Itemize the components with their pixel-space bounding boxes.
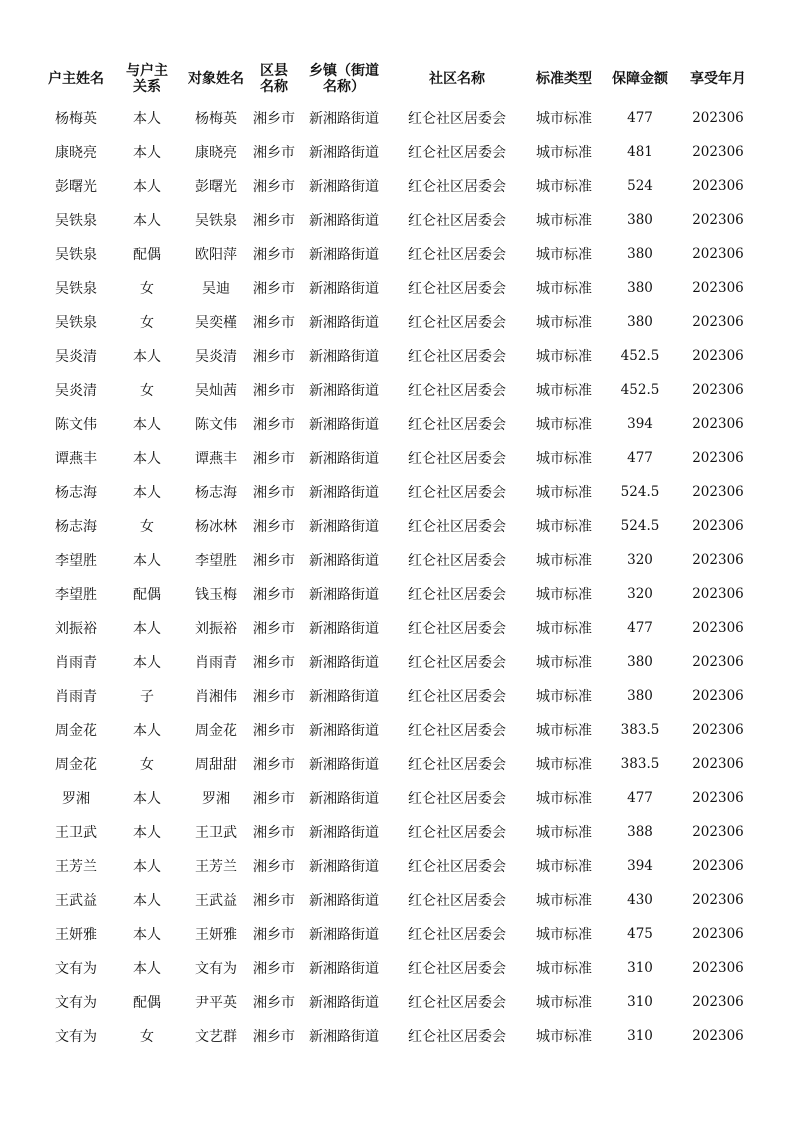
cell-recipient-name: 文有为 (195, 961, 237, 977)
cell-county: 湘乡市 (253, 247, 295, 263)
cell-standard-type: 城市标准 (536, 349, 592, 365)
cell-community: 红仑社区居委会 (408, 1029, 506, 1045)
cell-relation: 配偶 (133, 995, 161, 1011)
cell-county: 湘乡市 (253, 995, 295, 1011)
cell-county: 湘乡市 (253, 383, 295, 399)
cell-recipient-name: 陈文伟 (195, 417, 237, 433)
table-row (40, 407, 760, 441)
cell-amount: 380 (627, 246, 653, 262)
cell-standard-type: 城市标准 (536, 451, 592, 467)
cell-standard-type: 城市标准 (536, 417, 592, 433)
table-row (40, 781, 760, 815)
cell-recipient-name: 王武益 (195, 893, 237, 909)
cell-period: 202306 (692, 892, 744, 908)
cell-county: 湘乡市 (253, 213, 295, 229)
cell-recipient-name: 周甜甜 (195, 757, 237, 773)
cell-amount: 383.5 (620, 722, 660, 738)
cell-amount: 380 (627, 688, 653, 704)
table-row (40, 441, 760, 475)
cell-household-head: 吴铁泉 (55, 213, 97, 229)
cell-amount: 477 (627, 450, 653, 466)
cell-standard-type: 城市标准 (536, 315, 592, 331)
cell-town: 新湘路街道 (309, 723, 379, 739)
cell-town: 新湘路街道 (309, 145, 379, 161)
cell-relation: 配偶 (133, 587, 161, 603)
cell-period: 202306 (692, 586, 744, 602)
cell-amount: 477 (627, 620, 653, 636)
cell-county: 湘乡市 (253, 723, 295, 739)
cell-relation: 本人 (133, 961, 161, 977)
cell-relation: 本人 (133, 213, 161, 229)
cell-standard-type: 城市标准 (536, 1029, 592, 1045)
cell-household-head: 陈文伟 (55, 417, 97, 433)
table-row (40, 305, 760, 339)
cell-relation: 本人 (133, 893, 161, 909)
cell-recipient-name: 杨梅英 (195, 111, 237, 127)
cell-period: 202306 (692, 144, 744, 160)
cell-county: 湘乡市 (253, 689, 295, 705)
cell-standard-type: 城市标准 (536, 383, 592, 399)
table-row (40, 747, 760, 781)
cell-county: 湘乡市 (253, 825, 295, 841)
cell-relation: 配偶 (133, 247, 161, 263)
cell-community: 红仑社区居委会 (408, 961, 506, 977)
cell-county: 湘乡市 (253, 587, 295, 603)
cell-period: 202306 (692, 824, 744, 840)
cell-recipient-name: 彭曙光 (195, 179, 237, 195)
cell-recipient-name: 谭燕丰 (195, 451, 237, 467)
cell-community: 红仑社区居委会 (408, 179, 506, 195)
cell-community: 红仑社区居委会 (408, 315, 506, 331)
cell-relation: 本人 (133, 111, 161, 127)
cell-town: 新湘路街道 (309, 825, 379, 841)
cell-town: 新湘路街道 (309, 417, 379, 433)
cell-period: 202306 (692, 926, 744, 942)
table-row (40, 169, 760, 203)
cell-community: 红仑社区居委会 (408, 451, 506, 467)
cell-household-head: 吴炎清 (55, 383, 97, 399)
cell-town: 新湘路街道 (309, 791, 379, 807)
cell-amount: 524.5 (620, 518, 660, 534)
cell-amount: 452.5 (620, 382, 660, 398)
table-row (40, 611, 760, 645)
cell-community: 红仑社区居委会 (408, 383, 506, 399)
cell-town: 新湘路街道 (309, 587, 379, 603)
cell-period: 202306 (692, 790, 744, 806)
cell-town: 新湘路街道 (309, 553, 379, 569)
cell-county: 湘乡市 (253, 315, 295, 331)
cell-recipient-name: 欧阳萍 (195, 247, 237, 263)
cell-recipient-name: 王卫武 (195, 825, 237, 841)
cell-household-head: 周金花 (55, 723, 97, 739)
cell-household-head: 李望胜 (55, 587, 97, 603)
cell-period: 202306 (692, 960, 744, 976)
cell-period: 202306 (692, 620, 744, 636)
cell-amount: 388 (627, 824, 653, 840)
cell-community: 红仑社区居委会 (408, 927, 506, 943)
cell-town: 新湘路街道 (309, 757, 379, 773)
cell-county: 湘乡市 (253, 281, 295, 297)
table-row (40, 101, 760, 135)
cell-household-head: 王妍雅 (55, 927, 97, 943)
cell-community: 红仑社区居委会 (408, 689, 506, 705)
cell-community: 红仑社区居委会 (408, 519, 506, 535)
cell-standard-type: 城市标准 (536, 485, 592, 501)
cell-recipient-name: 杨冰林 (195, 519, 237, 535)
cell-recipient-name: 刘振裕 (195, 621, 237, 637)
cell-recipient-name: 文艺群 (195, 1029, 237, 1045)
cell-recipient-name: 周金花 (195, 723, 237, 739)
cell-period: 202306 (692, 722, 744, 738)
cell-community: 红仑社区居委会 (408, 995, 506, 1011)
header-county: 区县 名称 (260, 63, 288, 95)
cell-standard-type: 城市标准 (536, 893, 592, 909)
cell-household-head: 文有为 (55, 1029, 97, 1045)
cell-town: 新湘路街道 (309, 179, 379, 195)
cell-household-head: 罗湘 (62, 791, 90, 807)
cell-community: 红仑社区居委会 (408, 111, 506, 127)
cell-community: 红仑社区居委会 (408, 587, 506, 603)
cell-amount: 394 (627, 416, 653, 432)
header-town: 乡镇（街道 名称） (309, 63, 379, 95)
cell-period: 202306 (692, 1028, 744, 1044)
cell-household-head: 杨志海 (55, 519, 97, 535)
cell-county: 湘乡市 (253, 859, 295, 875)
table-row (40, 475, 760, 509)
table-row (40, 679, 760, 713)
cell-relation: 女 (140, 1029, 154, 1045)
cell-recipient-name: 吴炎清 (195, 349, 237, 365)
cell-period: 202306 (692, 110, 744, 126)
cell-town: 新湘路街道 (309, 315, 379, 331)
cell-town: 新湘路街道 (309, 689, 379, 705)
cell-amount: 310 (627, 994, 653, 1010)
cell-period: 202306 (692, 518, 744, 534)
cell-standard-type: 城市标准 (536, 859, 592, 875)
cell-standard-type: 城市标准 (536, 179, 592, 195)
table-row (40, 203, 760, 237)
cell-standard-type: 城市标准 (536, 791, 592, 807)
cell-amount: 310 (627, 1028, 653, 1044)
table-row (40, 951, 760, 985)
cell-town: 新湘路街道 (309, 1029, 379, 1045)
cell-relation: 女 (140, 281, 154, 297)
cell-standard-type: 城市标准 (536, 927, 592, 943)
cell-period: 202306 (692, 212, 744, 228)
cell-community: 红仑社区居委会 (408, 281, 506, 297)
cell-amount: 477 (627, 790, 653, 806)
cell-household-head: 谭燕丰 (55, 451, 97, 467)
cell-household-head: 康晓亮 (55, 145, 97, 161)
cell-town: 新湘路街道 (309, 859, 379, 875)
cell-amount: 380 (627, 280, 653, 296)
cell-relation: 本人 (133, 349, 161, 365)
cell-standard-type: 城市标准 (536, 145, 592, 161)
cell-relation: 本人 (133, 485, 161, 501)
cell-household-head: 刘振裕 (55, 621, 97, 637)
cell-household-head: 吴铁泉 (55, 315, 97, 331)
cell-period: 202306 (692, 314, 744, 330)
cell-household-head: 杨梅英 (55, 111, 97, 127)
cell-community: 红仑社区居委会 (408, 621, 506, 637)
cell-relation: 本人 (133, 145, 161, 161)
cell-recipient-name: 王芳兰 (195, 859, 237, 875)
cell-county: 湘乡市 (253, 519, 295, 535)
table-row (40, 917, 760, 951)
cell-relation: 本人 (133, 655, 161, 671)
cell-relation: 本人 (133, 417, 161, 433)
cell-recipient-name: 王妍雅 (195, 927, 237, 943)
cell-period: 202306 (692, 756, 744, 772)
cell-community: 红仑社区居委会 (408, 893, 506, 909)
cell-household-head: 杨志海 (55, 485, 97, 501)
cell-standard-type: 城市标准 (536, 723, 592, 739)
cell-period: 202306 (692, 348, 744, 364)
cell-recipient-name: 李望胜 (195, 553, 237, 569)
cell-community: 红仑社区居委会 (408, 723, 506, 739)
cell-household-head: 吴铁泉 (55, 281, 97, 297)
cell-standard-type: 城市标准 (536, 281, 592, 297)
table-row (40, 237, 760, 271)
cell-county: 湘乡市 (253, 349, 295, 365)
cell-amount: 430 (627, 892, 653, 908)
table-row (40, 543, 760, 577)
cell-community: 红仑社区居委会 (408, 145, 506, 161)
cell-period: 202306 (692, 416, 744, 432)
cell-standard-type: 城市标准 (536, 247, 592, 263)
cell-period: 202306 (692, 178, 744, 194)
table-body (40, 101, 760, 1053)
cell-community: 红仑社区居委会 (408, 825, 506, 841)
cell-recipient-name: 钱玉梅 (195, 587, 237, 603)
cell-standard-type: 城市标准 (536, 995, 592, 1011)
cell-household-head: 王卫武 (55, 825, 97, 841)
header-household-head: 户主姓名 (48, 71, 104, 87)
cell-town: 新湘路街道 (309, 995, 379, 1011)
cell-relation: 女 (140, 757, 154, 773)
cell-relation: 本人 (133, 825, 161, 841)
cell-amount: 481 (627, 144, 653, 160)
header-amount: 保障金额 (612, 71, 668, 87)
cell-household-head: 周金花 (55, 757, 97, 773)
table-row (40, 509, 760, 543)
cell-community: 红仑社区居委会 (408, 247, 506, 263)
cell-community: 红仑社区居委会 (408, 859, 506, 875)
cell-standard-type: 城市标准 (536, 213, 592, 229)
header-period: 享受年月 (690, 71, 746, 87)
cell-period: 202306 (692, 552, 744, 568)
cell-community: 红仑社区居委会 (408, 553, 506, 569)
cell-county: 湘乡市 (253, 961, 295, 977)
cell-amount: 524.5 (620, 484, 660, 500)
cell-amount: 380 (627, 314, 653, 330)
cell-household-head: 文有为 (55, 995, 97, 1011)
cell-amount: 524 (627, 178, 653, 194)
cell-county: 湘乡市 (253, 111, 295, 127)
cell-town: 新湘路街道 (309, 383, 379, 399)
header-standard-type: 标准类型 (536, 71, 592, 87)
cell-recipient-name: 肖雨青 (195, 655, 237, 671)
cell-town: 新湘路街道 (309, 213, 379, 229)
cell-community: 红仑社区居委会 (408, 349, 506, 365)
cell-recipient-name: 康晓亮 (195, 145, 237, 161)
cell-county: 湘乡市 (253, 1029, 295, 1045)
cell-amount: 394 (627, 858, 653, 874)
cell-amount: 477 (627, 110, 653, 126)
cell-period: 202306 (692, 280, 744, 296)
cell-standard-type: 城市标准 (536, 655, 592, 671)
cell-town: 新湘路街道 (309, 621, 379, 637)
cell-amount: 380 (627, 212, 653, 228)
table-row (40, 985, 760, 1019)
table-row (40, 271, 760, 305)
cell-county: 湘乡市 (253, 893, 295, 909)
cell-recipient-name: 罗湘 (202, 791, 230, 807)
cell-county: 湘乡市 (253, 621, 295, 637)
cell-county: 湘乡市 (253, 145, 295, 161)
cell-amount: 320 (627, 586, 653, 602)
cell-period: 202306 (692, 654, 744, 670)
cell-period: 202306 (692, 858, 744, 874)
cell-recipient-name: 吴灿茜 (195, 383, 237, 399)
table-row (40, 373, 760, 407)
cell-town: 新湘路街道 (309, 655, 379, 671)
cell-county: 湘乡市 (253, 553, 295, 569)
cell-county: 湘乡市 (253, 655, 295, 671)
cell-community: 红仑社区居委会 (408, 655, 506, 671)
cell-amount: 383.5 (620, 756, 660, 772)
cell-county: 湘乡市 (253, 417, 295, 433)
cell-standard-type: 城市标准 (536, 961, 592, 977)
cell-county: 湘乡市 (253, 791, 295, 807)
cell-relation: 女 (140, 315, 154, 331)
cell-relation: 本人 (133, 451, 161, 467)
cell-recipient-name: 杨志海 (195, 485, 237, 501)
cell-standard-type: 城市标准 (536, 553, 592, 569)
cell-community: 红仑社区居委会 (408, 791, 506, 807)
cell-amount: 452.5 (620, 348, 660, 364)
cell-town: 新湘路街道 (309, 519, 379, 535)
table-row (40, 577, 760, 611)
cell-household-head: 吴炎清 (55, 349, 97, 365)
cell-period: 202306 (692, 484, 744, 500)
cell-relation: 本人 (133, 859, 161, 875)
table-row (40, 1019, 760, 1053)
table-row (40, 339, 760, 373)
cell-community: 红仑社区居委会 (408, 213, 506, 229)
cell-amount: 310 (627, 960, 653, 976)
cell-town: 新湘路街道 (309, 927, 379, 943)
table-row (40, 883, 760, 917)
cell-relation: 本人 (133, 927, 161, 943)
cell-period: 202306 (692, 246, 744, 262)
cell-community: 红仑社区居委会 (408, 757, 506, 773)
cell-period: 202306 (692, 382, 744, 398)
cell-town: 新湘路街道 (309, 485, 379, 501)
cell-relation: 本人 (133, 553, 161, 569)
cell-standard-type: 城市标准 (536, 689, 592, 705)
cell-household-head: 文有为 (55, 961, 97, 977)
cell-relation: 子 (140, 689, 154, 705)
cell-recipient-name: 肖湘伟 (195, 689, 237, 705)
cell-community: 红仑社区居委会 (408, 485, 506, 501)
cell-period: 202306 (692, 450, 744, 466)
cell-standard-type: 城市标准 (536, 825, 592, 841)
cell-recipient-name: 吴铁泉 (195, 213, 237, 229)
cell-amount: 320 (627, 552, 653, 568)
cell-town: 新湘路街道 (309, 893, 379, 909)
header-recipient-name: 对象姓名 (188, 71, 244, 87)
cell-period: 202306 (692, 994, 744, 1010)
cell-amount: 380 (627, 654, 653, 670)
cell-standard-type: 城市标准 (536, 111, 592, 127)
cell-town: 新湘路街道 (309, 247, 379, 263)
table-row (40, 713, 760, 747)
cell-town: 新湘路街道 (309, 349, 379, 365)
subsidy-table (40, 57, 760, 1053)
cell-amount: 475 (627, 926, 653, 942)
cell-community: 红仑社区居委会 (408, 417, 506, 433)
cell-household-head: 彭曙光 (55, 179, 97, 195)
cell-relation: 本人 (133, 621, 161, 637)
cell-period: 202306 (692, 688, 744, 704)
table-row (40, 135, 760, 169)
cell-standard-type: 城市标准 (536, 519, 592, 535)
cell-household-head: 王武益 (55, 893, 97, 909)
header-relation: 与户主 关系 (126, 63, 168, 95)
header-community: 社区名称 (429, 71, 485, 87)
cell-household-head: 肖雨青 (55, 689, 97, 705)
cell-county: 湘乡市 (253, 179, 295, 195)
cell-county: 湘乡市 (253, 757, 295, 773)
cell-recipient-name: 尹平英 (195, 995, 237, 1011)
table-row (40, 815, 760, 849)
table-row (40, 645, 760, 679)
cell-household-head: 王芳兰 (55, 859, 97, 875)
cell-town: 新湘路街道 (309, 451, 379, 467)
cell-relation: 本人 (133, 791, 161, 807)
cell-standard-type: 城市标准 (536, 621, 592, 637)
cell-recipient-name: 吴迪 (202, 281, 230, 297)
cell-household-head: 肖雨青 (55, 655, 97, 671)
cell-county: 湘乡市 (253, 927, 295, 943)
cell-county: 湘乡市 (253, 485, 295, 501)
cell-relation: 女 (140, 519, 154, 535)
cell-relation: 本人 (133, 723, 161, 739)
cell-town: 新湘路街道 (309, 961, 379, 977)
cell-household-head: 吴铁泉 (55, 247, 97, 263)
cell-town: 新湘路街道 (309, 111, 379, 127)
cell-standard-type: 城市标准 (536, 587, 592, 603)
cell-county: 湘乡市 (253, 451, 295, 467)
table-row (40, 849, 760, 883)
cell-standard-type: 城市标准 (536, 757, 592, 773)
cell-relation: 本人 (133, 179, 161, 195)
table-header-row (40, 57, 760, 101)
cell-recipient-name: 吴奕槿 (195, 315, 237, 331)
cell-town: 新湘路街道 (309, 281, 379, 297)
cell-relation: 女 (140, 383, 154, 399)
cell-household-head: 李望胜 (55, 553, 97, 569)
